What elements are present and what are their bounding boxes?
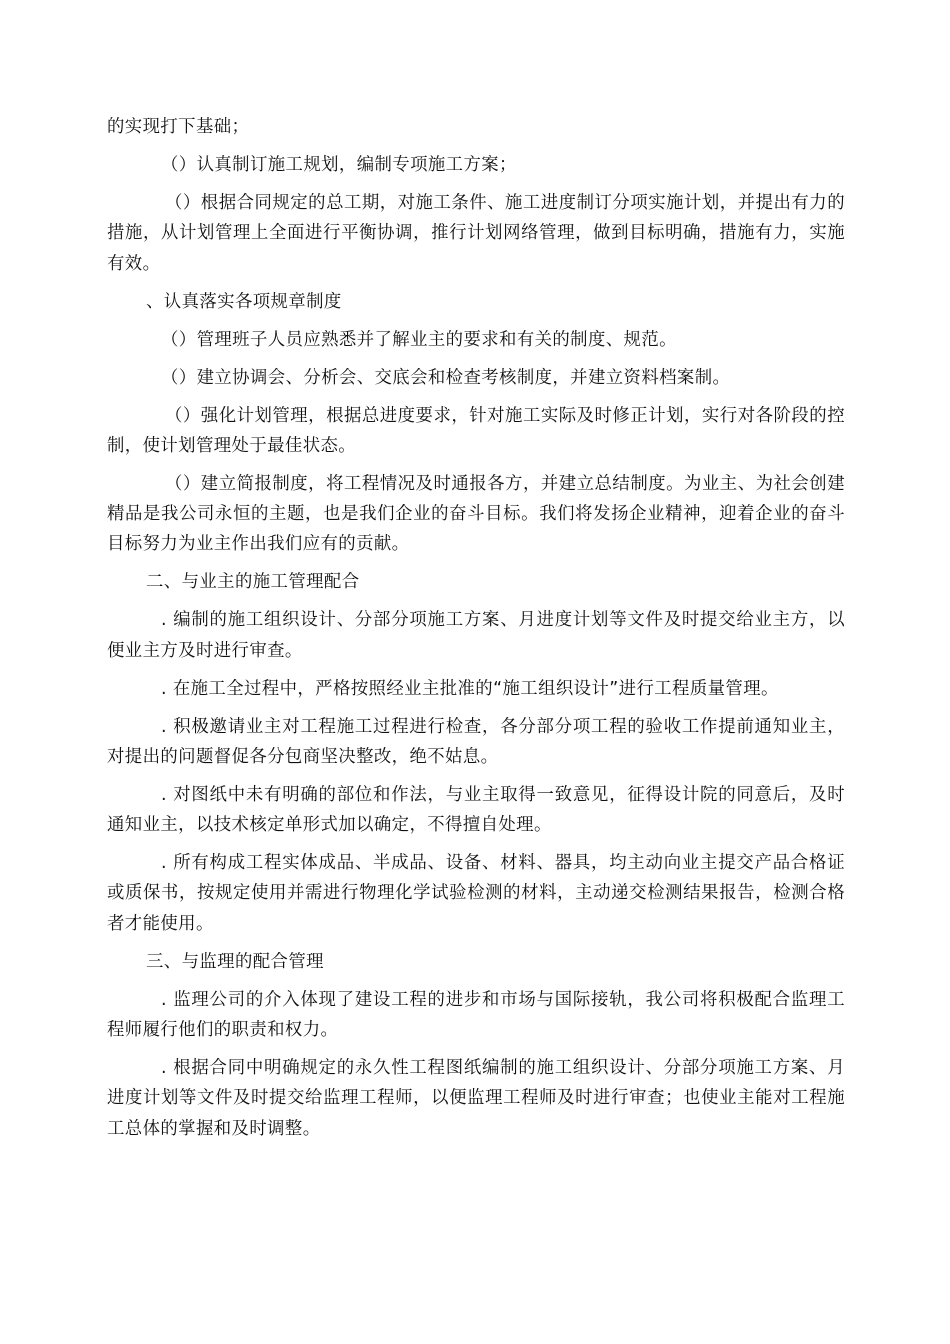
paragraph-continuation: 的实现打下基础； xyxy=(107,117,250,137)
paragraph-item: . 在施工全过程中，严格按照经业主批准的“施工组织设计”进行工程质量管理。 xyxy=(161,678,779,699)
section-heading: 二、与业主的施工管理配合 xyxy=(146,572,360,593)
paragraph-item: . 对图纸中未有明确的部位和作法，与业主取得一致意见，征得设计院的同意后，及时通知业主，以技术核定单形式加以确定，不得擅自处理。 xyxy=(107,784,845,836)
section-heading: 、认真落实各项规章制度 xyxy=(146,291,342,312)
paragraph-item: . 所有构成工程实体成品、半成品、设备、材料、器具，均主动向业主提交产品合格证或质保书，按规定使用并需进行物理化学试验检测的材料，主动递交检测结果报告，检测合格者才能使用。 xyxy=(107,853,845,934)
paragraph-item: . 监理公司的介入体现了建设工程的进步和市场与国际接轨，我公司将积极配合监理工程师履行他们的职责和权力。 xyxy=(107,989,845,1041)
paragraph-item: （）建立协调会、分析会、交底会和检查考核制度，并建立资料档案制。 xyxy=(161,367,731,388)
paragraph-item: . 积极邀请业主对工程施工过程进行检查，各分部分项工程的验收工作提前通知业主，对提出的问题督促各分包商坚决整改，绝不姑息。 xyxy=(107,716,845,767)
paragraph-item: （）根据合同规定的总工期，对施工条件、施工进度制订分项实施计划，并提出有力的措施，从计划管理上全面进行平衡协调，推行计划网络管理，做到目标明确，措施有力，实施有效。 xyxy=(107,192,845,274)
paragraph-item: . 编制的施工组织设计、分部分项施工方案、月进度计划等文件及时提交给业主方，以便业主方及时进行审查。 xyxy=(107,610,845,661)
section-heading: 三、与监理的配合管理 xyxy=(146,951,324,972)
paragraph-item: （）管理班子人员应熟悉并了解业主的要求和有关的制度、规范。 xyxy=(161,329,677,350)
paragraph-item: （）建立简报制度，将工程情况及时通报各方，并建立总结制度。为业主、为社会创建精品是我公司永恒的主题，也是我们企业的奋斗目标。我们将发扬企业精神，迎着企业的奋斗目标努力为业主作出我们应有的贡献。 xyxy=(107,473,845,555)
document-body xyxy=(107,112,845,1144)
paragraph-item: （）强化计划管理，根据总进度要求，针对施工实际及时修正计划，实行对各阶段的控制，使计划管理处于最佳状态。 xyxy=(107,405,845,456)
paragraph-item: （）认真制订施工规划，编制专项施工方案； xyxy=(161,154,517,175)
paragraph-item: . 根据合同中明确规定的永久性工程图纸编制的施工组织设计、分部分项施工方案、月进度计划等文件及时提交给监理工程师，以便监理工程师及时进行审查；也使业主能对工程施工总体的掌握和及时调整。 xyxy=(107,1058,845,1139)
